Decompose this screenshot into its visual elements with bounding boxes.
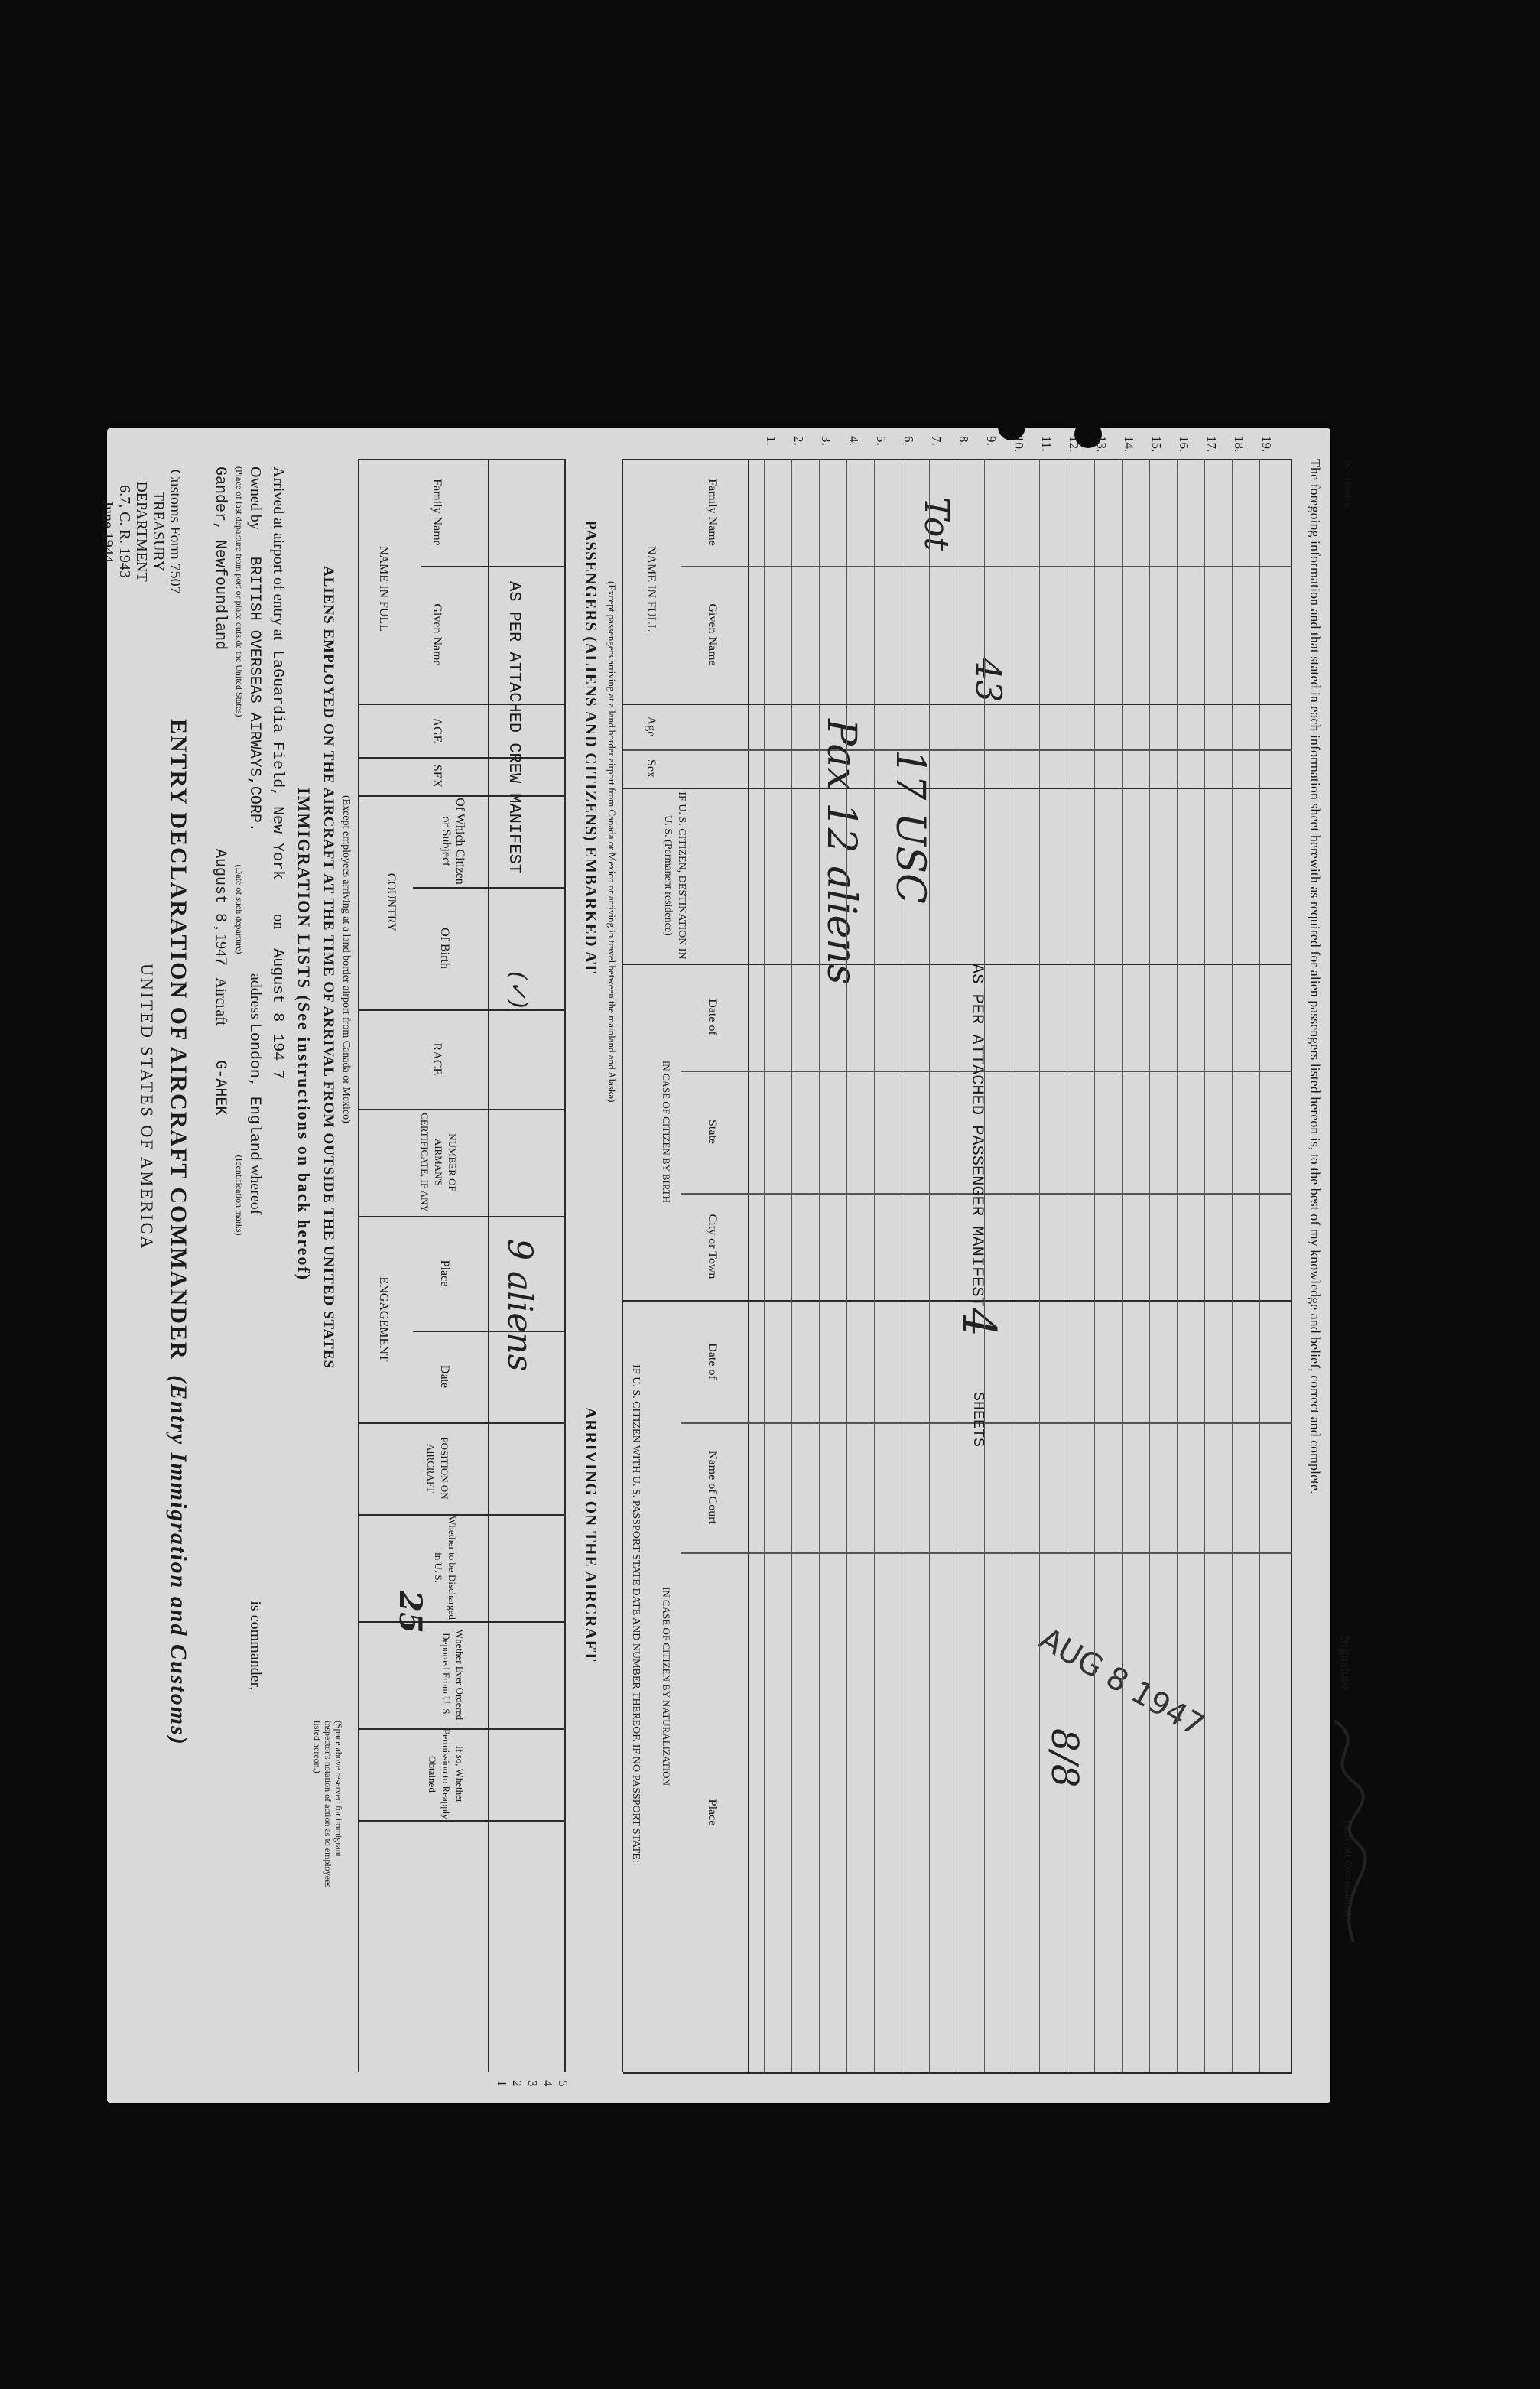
crew-col-line [413,887,566,889]
passenger-row-line [764,459,765,2072]
passenger-row-line [1259,459,1260,2072]
crew-manifest-check: (✓) [505,971,531,1009]
pax-head-state: State [706,1120,719,1144]
departure-date: August 8 [211,849,229,923]
crew-head-race: RACE [430,1042,443,1076]
pax-head-age: Age [645,716,658,737]
passenger-row-number: 1. [764,436,778,446]
passenger-row-number: 19. [1259,436,1274,453]
handwritten-pax-note: Pax 12 aliens [818,719,864,985]
owner-line [245,466,264,2057]
pax-head-place: Place [706,1799,719,1826]
crew-head-name: NAME IN FULL [377,546,390,632]
pax-head-city: City or Town [706,1214,719,1279]
passenger-row-line [1204,459,1205,2072]
pax-head-passport: IF U. S. CITIZEN WITH U. S. PASSPORT STATE DATE AND NUMBER THEREOF. IF NO PASSPORT STATE: [630,1364,642,1863]
pax-head-naturalization: IN CASE OF CITIZEN BY NATURALIZATION [661,1587,672,1786]
pax-col-line [623,459,1292,460]
passenger-row-line [819,459,820,2072]
pax-col-line [681,566,1292,567]
aircraft-label: Aircraft [213,977,229,1026]
crew-head-family: Family Name [430,479,443,546]
crew-head-engagement: ENGAGEMENT [377,1276,390,1362]
pax-head-birth: IN CASE OF CITIZEN BY BIRTH [661,1060,672,1204]
crew-table-bottom [564,459,566,2072]
declaration-text: The foregoing information and that stated in each information sheet herewith as required for alien passengers listed hereon is, to the best of my knowledge and belief, correct and complete. [1308,459,1323,1494]
commander-label: is commander, [247,1601,264,1691]
crew-head-place: Place [438,1260,451,1287]
handwritten-43: 43 [968,658,1009,703]
crew-manifest-note: AS PER ATTACHED CREW MANIFEST [505,581,524,874]
pax-col-line [623,964,1292,965]
arrival-year: 194 7 [268,1033,286,1080]
passenger-row-number: 10. [1012,436,1026,453]
date-stamp: AUG 8 1947 [1033,1621,1210,1744]
crew-col-line [359,704,566,705]
owner-name: BRITISH OVERSEAS AIRWAYS,CORP. [245,556,263,832]
aircraft-mark: G-AHEK [211,1060,229,1116]
arrived-label: Arrived at airport of entry at [270,466,287,641]
rotated-form [99,428,1353,2103]
crew-head-birth: Of Birth [438,928,451,969]
immigration-title: IMMIGRATION LISTS (See instructions on back hereof) [294,788,314,1282]
passenger-row-number: 3. [819,436,833,446]
stamp-initials: 8/8 [1043,1728,1086,1788]
form-header-left [99,440,184,623]
passenger-row-line [1094,459,1095,2072]
passenger-row-number: 5. [874,436,889,446]
handwritten-usc-note: 17 USC [887,749,933,904]
crew-col-line [359,1514,566,1516]
passenger-row-number: 15. [1149,436,1164,453]
crew-row-number: 5 [556,2080,570,2087]
crew-head-reapply: If so, Whether Permission to Reapply Obtained [427,1729,466,1819]
crew-head-sex: SEX [430,764,443,788]
crew-col-line [359,1216,566,1217]
pax-col-line [623,704,1292,705]
passenger-row-number: 16. [1177,436,1191,453]
pax-head-court: Name of Court [706,1451,719,1524]
mark-hint: (Identification marks) [234,1155,245,1236]
pax-head-nat-date: Date of [706,1343,719,1380]
crew-head-position: POSITION ON AIRCRAFT [425,1437,450,1500]
crew-row-number: 3 [525,2080,540,2087]
passenger-row-line [1177,459,1178,2072]
passenger-row-number: 13. [1094,436,1109,453]
passengers-subtitle: (Except passengers arriving at a land border airport from Canada or Mexico or arriving in travel between the mainland and Alaska) [606,581,618,1103]
crew-col-line [359,1109,566,1110]
crew-head-given: Given Name [430,603,443,666]
sheets-count: 4 [952,1308,1006,1338]
crew-head-age: AGE [430,717,443,743]
crew-head-country: COUNTRY [385,873,398,932]
pax-col-line [623,1300,1292,1302]
crew-row-number: 1 [495,2080,509,2087]
crew-row-number: 4 [541,2080,555,2087]
country-heading: UNITED STATES OF AMERICA [138,964,157,1251]
passenger-row-line [1149,459,1150,2072]
signature-role: (Aircraft Commander) [1342,1820,1353,1917]
year-suffix: 7 [211,957,229,967]
form-number: Customs Form 7507 [167,469,184,594]
passenger-row-line [984,459,985,2072]
pax-head-destination: IF U. S. CITIZEN, DESTINATION IN U. S. (Permanent residence) [662,791,687,960]
departure-hint: (Place of last departure from port or place outside the United States) [234,466,245,717]
crew-title: ALIENS EMPLOYED ON THE AIRCRAFT AT THE TIME OF ARRIVAL FROM OUTSIDE THE UNITED STATES [320,566,336,1370]
passenger-row-number: 18. [1232,436,1246,453]
signature-label: Signature [1338,1637,1353,1689]
passenger-row-line [1122,459,1123,2072]
passenger-row-line [874,459,875,2072]
year-prefix: 194 [213,934,229,957]
form-title-sub: (Entry Immigration and Customs) [166,1375,191,1746]
sheets-label: SHEETS [969,1392,986,1448]
form-department: TREASURY DEPARTMENT [133,481,167,582]
departure-labels [233,466,245,2057]
crew-table-top [358,459,359,2072]
crew-head-date: Date [438,1364,451,1389]
crew-table-header-bottom [488,459,489,2072]
address-label: address [247,973,264,1019]
passenger-row-number: 8. [957,436,971,446]
form-title [165,719,191,1746]
pax-table-top [622,459,623,2072]
passengers-title: PASSENGERS (ALIENS AND CITIZENS) EMBARKED AT [582,520,600,974]
pax-col-line [623,788,1292,789]
pax-col-line [681,1193,1292,1194]
passenger-row-line [1039,459,1040,2072]
document-sheet [99,428,1353,2103]
pax-col-line [623,749,1292,751]
pax-manifest-note: AS PER ATTACHED PASSENGER MANIFEST [967,964,986,1307]
form-regulation: 6.7, C. R. 1943 [116,485,133,578]
passenger-row-number: 14. [1122,436,1136,453]
pax-col-line [681,1422,1292,1424]
pax-head-family: Family Name [706,479,719,546]
crew-row-number: 2 [510,2080,525,2087]
crew-col-line [413,1331,566,1332]
crew-head-citizen: Of Which Citizen or Subject [440,798,466,885]
passenger-row-number: 11. [1039,436,1054,452]
passenger-row-line [1232,459,1233,2072]
whereof-label: whereof [247,1164,264,1215]
arrival-airport: LaGuardia Field, New York [268,650,286,880]
pax-head-sex: Sex [645,759,658,778]
crew-col-line [359,1009,566,1011]
crew-head-certificate: NUMBER OF AIRMAN'S CERTIFICATE, IF ANY [419,1113,458,1212]
handwritten-25: 25 [392,1591,428,1633]
crew-head-deported: Whether Ever Ordered Deported From U. S. [440,1629,466,1721]
handwritten-tot: Tot [917,497,956,551]
passenger-row-line [791,459,792,2072]
departure-line: Gander, Newfoundland August 8 , 1947 Aircraft G-AHEK [211,466,229,1116]
pax-head-given: Given Name [706,603,719,666]
print-code: 16—18888-6 [1343,459,1353,508]
crew-col-line [359,757,566,759]
passenger-row-line [846,459,847,2072]
owner-address: London, England [245,1022,263,1161]
crew-col-line [359,459,566,460]
date-hint: (Date of such departure) [234,864,245,954]
pax-head-birth-date: Date of [706,999,719,1035]
pax-col-line [681,1552,1292,1554]
owned-by-label: Owned by [247,466,264,530]
pax-col-line [681,1071,1292,1072]
passenger-row-number: 7. [929,436,944,446]
passenger-row-number: 12. [1067,436,1081,453]
on-label: on [270,914,287,930]
arrival-line [268,466,287,2057]
crew-head-discharged: Whether to be Discharged in U. S. [433,1516,458,1620]
form-edition: June 1944 [99,500,116,563]
pax-col-line [623,2072,1292,2074]
form-title-main: ENTRY DECLARATION OF AIRCRAFT COMMANDER [166,719,191,1360]
commander-signature [1315,1713,1376,1958]
pax-table-bottom [1291,459,1292,2072]
space-note: (Space above reserved for immigrant inspector's notation of action as to employees listed hereon.) [312,1721,344,1888]
passenger-row-number: 17. [1204,436,1219,453]
crew-subtitle: (Except employees arriving at a land border airport from Canada or Mexico) [340,795,352,1123]
departure-place: Gander, Newfoundland [211,466,229,651]
crew-col-line [359,1820,566,1822]
crew-count-note: 9 aliens [500,1239,539,1372]
crew-col-line [359,1422,566,1424]
arrival-date: August 8 [268,948,286,1022]
pax-head-name: NAME IN FULL [645,546,658,632]
passenger-row-number: 6. [902,436,916,446]
passengers-title-right: ARRIVING ON THE AIRCRAFT [582,1407,600,1663]
passenger-row-number: 9. [984,436,999,446]
passenger-row-line [929,459,930,2072]
passenger-row-number: 4. [846,436,861,446]
passenger-row-number: 2. [791,436,806,446]
pax-table-header-bottom [748,459,749,2072]
